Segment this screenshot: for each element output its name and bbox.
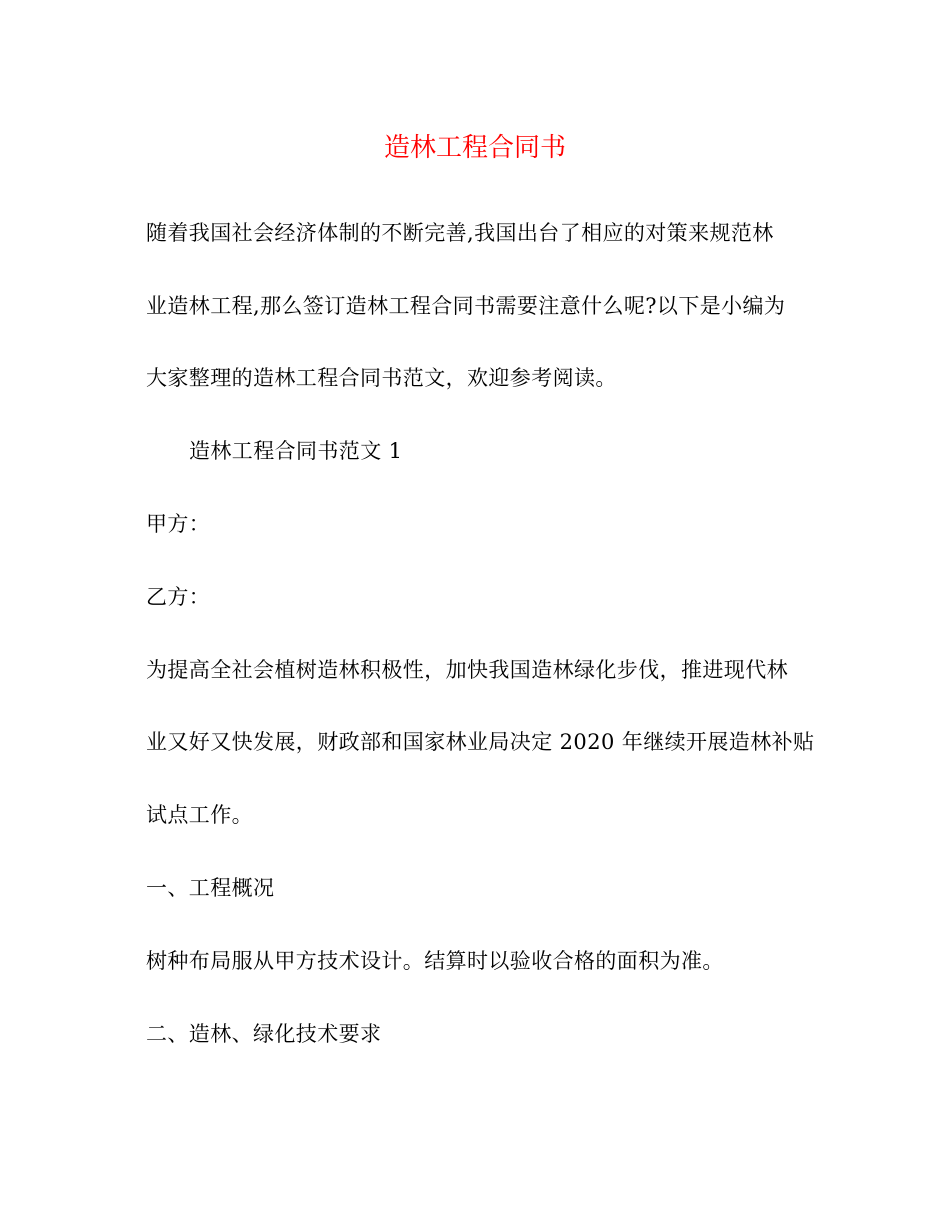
section-heading-sample-1: 造林工程合同书范文 1 (189, 439, 403, 463)
paragraph-line-4: 为提高全社会植树造林积极性，加快我国造林绿化步伐，推进现代林 (146, 658, 788, 682)
party-b-label: 乙方： (146, 585, 211, 609)
section-heading-technical: 二、造林、绿化技术要求 (146, 1022, 382, 1046)
paragraph-line-7: 树种布局服从甲方技术设计。结算时以验收合格的面积为准。 (146, 949, 724, 973)
document-title: 造林工程合同书 (383, 133, 566, 163)
paragraph-line-1: 随着我国社会经济体制的不断完善,我国出台了相应的对策来规范林 (146, 221, 774, 245)
paragraph-line-3: 大家整理的造林工程合同书范文，欢迎参考阅读。 (146, 366, 617, 390)
paragraph-line-2: 业造林工程,那么签订造林工程合同书需要注意什么呢?以下是小编为 (146, 294, 786, 318)
party-a-label: 甲方： (146, 512, 211, 536)
paragraph-line-5: 业又好又快发展，财政部和国家林业局决定 2020 年继续开展造林补贴 (146, 730, 815, 754)
section-heading-overview: 一、工程概况 (146, 876, 275, 900)
paragraph-line-6: 试点工作。 (146, 803, 253, 827)
